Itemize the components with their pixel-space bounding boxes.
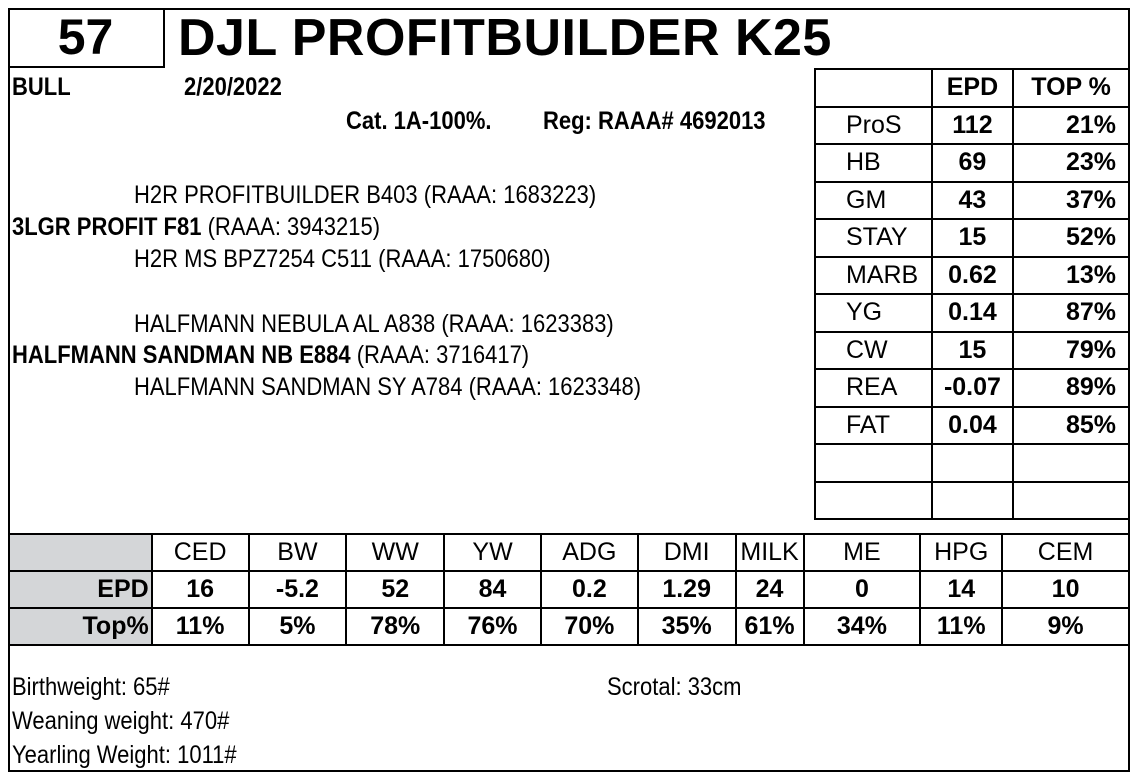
index-label: HB	[815, 144, 932, 182]
index-epd: 69	[932, 144, 1013, 182]
corner-cell	[9, 534, 152, 571]
index-label: REA	[815, 369, 932, 407]
trait-epd: 0	[804, 571, 921, 608]
trait-epd-row	[9, 571, 1129, 608]
index-top	[1013, 444, 1129, 482]
index-row-empty	[815, 482, 1129, 520]
yearling-weight: Yearling Weight: 1011#	[12, 741, 237, 769]
birth-date: 2/20/2022	[184, 73, 282, 101]
index-epd: 0.04	[932, 407, 1013, 445]
trait-header: MILK	[736, 534, 804, 571]
index-top: 13%	[1013, 257, 1129, 295]
sire-name: 3LGR PROFIT F81	[12, 213, 202, 241]
trait-top: 9%	[1002, 608, 1129, 645]
birthweight: Birthweight: 65#	[12, 673, 170, 701]
sire-registration: (RAAA: 3943215)	[201, 213, 381, 241]
index-top: 79%	[1013, 332, 1129, 370]
pedigree-sire	[12, 212, 380, 242]
category: Cat. 1A-100%.	[346, 107, 492, 135]
pedigree-dam-dam: HALFMANN SANDMAN SY A784 (RAAA: 1623348)	[134, 373, 642, 401]
index-label: GM	[815, 182, 932, 220]
trait-top: 34%	[804, 608, 921, 645]
index-row	[815, 107, 1129, 145]
trait-top: 5%	[249, 608, 347, 645]
index-row	[815, 257, 1129, 295]
trait-epd-table	[8, 533, 1130, 646]
scrotal: Scrotal: 33cm	[607, 673, 742, 701]
trait-top: 61%	[736, 608, 804, 645]
index-top	[1013, 482, 1129, 520]
index-top: 23%	[1013, 144, 1129, 182]
index-row	[815, 219, 1129, 257]
trait-header: HPG	[920, 534, 1002, 571]
header-epd: EPD	[932, 69, 1013, 107]
index-row	[815, 407, 1129, 445]
index-label: MARB	[815, 257, 932, 295]
index-epd: 0.62	[932, 257, 1013, 295]
trait-header: CED	[152, 534, 249, 571]
trait-header-row	[9, 534, 1129, 571]
index-label: STAY	[815, 219, 932, 257]
index-epd-table	[814, 68, 1130, 520]
trait-top: 11%	[920, 608, 1002, 645]
index-label: CW	[815, 332, 932, 370]
trait-header: BW	[249, 534, 347, 571]
index-top: 89%	[1013, 369, 1129, 407]
index-epd: 0.14	[932, 294, 1013, 332]
index-top: 37%	[1013, 182, 1129, 220]
header-top-percent: TOP %	[1013, 69, 1129, 107]
trait-epd: 16	[152, 571, 249, 608]
trait-epd: 0.2	[541, 571, 638, 608]
pedigree-dam	[12, 340, 529, 370]
index-top: 85%	[1013, 407, 1129, 445]
index-top: 87%	[1013, 294, 1129, 332]
registration-number: Reg: RAAA# 4692013	[543, 107, 766, 135]
index-top: 52%	[1013, 219, 1129, 257]
index-epd: 43	[932, 182, 1013, 220]
weaning-weight: Weaning weight: 470#	[12, 707, 230, 735]
trait-epd: 14	[920, 571, 1002, 608]
index-row	[815, 332, 1129, 370]
index-epd	[932, 444, 1013, 482]
top-row-label: Top%	[9, 608, 152, 645]
header-blank-cell	[815, 69, 932, 107]
lot-number: 57	[8, 8, 165, 68]
trait-top: 35%	[638, 608, 736, 645]
trait-epd: 10	[1002, 571, 1129, 608]
index-label: FAT	[815, 407, 932, 445]
trait-top: 78%	[346, 608, 444, 645]
trait-epd: -5.2	[249, 571, 347, 608]
dam-registration: (RAAA: 3716417)	[350, 341, 530, 369]
index-epd: -0.07	[932, 369, 1013, 407]
sex-label: BULL	[12, 73, 71, 101]
pedigree-sire-sire: H2R PROFITBUILDER B403 (RAAA: 1683223)	[134, 181, 597, 209]
trait-top-row	[9, 608, 1129, 645]
trait-header: CEM	[1002, 534, 1129, 571]
animal-name: DJL PROFITBUILDER K25	[178, 9, 832, 67]
pedigree-dam-sire: HALFMANN NEBULA AL A838 (RAAA: 1623383)	[134, 310, 614, 338]
index-label: YG	[815, 294, 932, 332]
trait-epd: 52	[346, 571, 444, 608]
index-row	[815, 369, 1129, 407]
pedigree-sire-dam: H2R MS BPZ7254 C511 (RAAA: 1750680)	[134, 245, 551, 273]
index-table-header	[815, 69, 1129, 107]
epd-row-label: EPD	[9, 571, 152, 608]
index-epd: 15	[932, 219, 1013, 257]
index-row	[815, 144, 1129, 182]
trait-top: 76%	[444, 608, 541, 645]
index-label: ProS	[815, 107, 932, 145]
trait-header: ADG	[541, 534, 638, 571]
trait-epd: 1.29	[638, 571, 736, 608]
index-label	[815, 444, 932, 482]
trait-epd: 84	[444, 571, 541, 608]
trait-header: YW	[444, 534, 541, 571]
trait-header: DMI	[638, 534, 736, 571]
index-epd	[932, 482, 1013, 520]
trait-header: ME	[804, 534, 921, 571]
trait-top: 11%	[152, 608, 249, 645]
index-label	[815, 482, 932, 520]
index-top: 21%	[1013, 107, 1129, 145]
index-epd: 15	[932, 332, 1013, 370]
dam-name: HALFMANN SANDMAN NB E884	[12, 341, 351, 369]
trait-epd: 24	[736, 571, 804, 608]
index-row	[815, 182, 1129, 220]
index-row-empty	[815, 444, 1129, 482]
trait-top: 70%	[541, 608, 638, 645]
index-row	[815, 294, 1129, 332]
trait-header: WW	[346, 534, 444, 571]
index-epd: 112	[932, 107, 1013, 145]
